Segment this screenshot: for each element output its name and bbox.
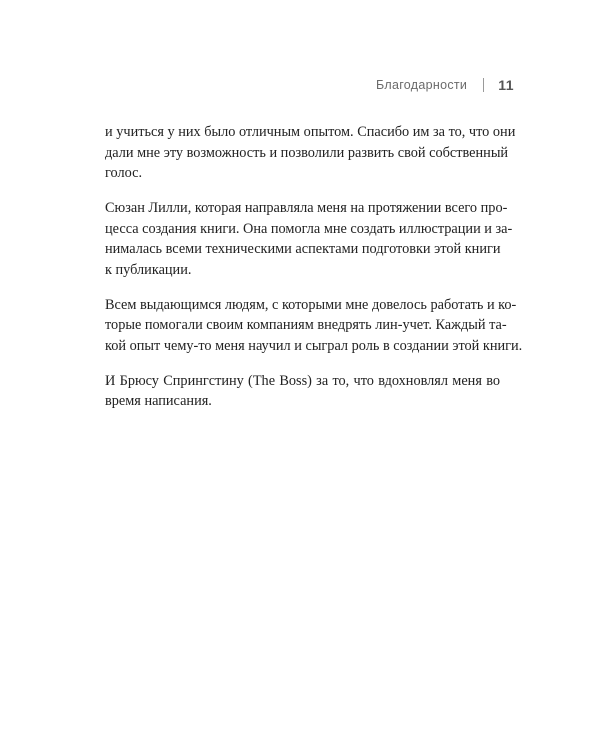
header-divider [483, 78, 484, 92]
text-line: Сюзан Лилли, которая направляла меня на протяжении всего про- [105, 200, 508, 216]
text-line: торые помогали своим компаниям внедрять лин-учет. Каждый та- [105, 317, 507, 333]
page-number: 11 [498, 77, 514, 93]
text-line: И Брюсу Спрингстину (The Boss) за то, что вдохновлял меня во [105, 372, 500, 389]
paragraph-1 [105, 122, 516, 184]
text-line: и учиться у них было отличным опытом. Спасибо им за то, что они [105, 124, 516, 140]
text-line: Всем выдающимся людям, с которыми мне довелось работать и ко- [105, 296, 517, 313]
paragraph-3 [105, 295, 523, 357]
paragraph-2 [105, 198, 513, 280]
section-title: Благодарности [376, 78, 468, 92]
text-line: кой опыт чему-то меня научил и сыграл роль в создании этой книги. [105, 337, 523, 354]
body-text [105, 122, 523, 426]
text-line: цесса создания книги. Она помогла мне создать иллюстрации и за- [105, 220, 513, 237]
paragraph-4 [105, 371, 500, 412]
text-line: время написания. [105, 393, 212, 409]
text-line: нималась всеми техническими аспектами подготовки этой книги [105, 241, 501, 257]
running-header [376, 76, 514, 94]
text-line: дали мне эту возможность и позволили развить свой собственный [105, 144, 509, 161]
text-line: голос. [105, 165, 143, 181]
text-line: к публикации. [105, 261, 192, 278]
